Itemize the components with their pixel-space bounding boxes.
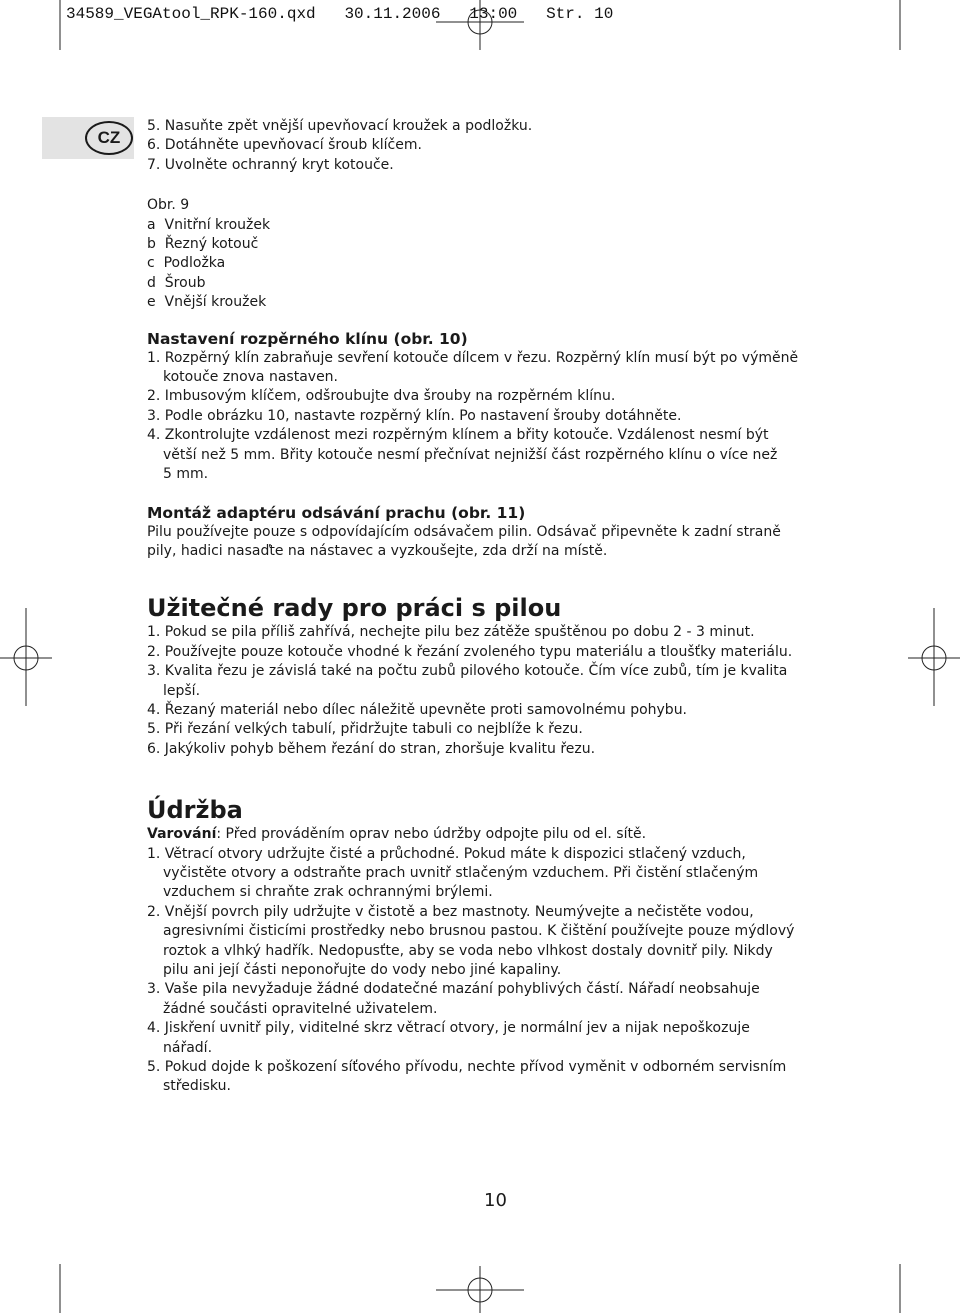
list-item-continuation: roztok a vlhký hadřík. Nedopusťte, aby se voda nebo vlhkost dostaly dovnitř pily. Nikdy: [163, 942, 773, 959]
list-item: 2. Vnější povrch pily udržujte v čistotě a bez mastnoty. Neumývejte a nečistěte vodou,: [147, 903, 754, 920]
list-item: 1. Rozpěrný klín zabraňuje sevření kotouče dílcem v řezu. Rozpěrný klín musí být po výměně: [147, 349, 799, 366]
list-item-continuation: kotouče znova nastaven.: [163, 369, 338, 386]
print-header: 34589_VEGAtool_RPK-160.qxd 30.11.2006 13:00 Str. 10: [66, 5, 614, 23]
list-item: 4. Zkontrolujte vzdálenost mezi rozpěrným klínem a břity kotouče. Vzdálenost nesmí být: [147, 427, 769, 444]
list-item-continuation: nářadí.: [163, 1039, 213, 1056]
legend-letter: e: [147, 294, 156, 311]
legend-letter: c: [147, 255, 155, 272]
list-item: 4. Řezaný materiál nebo dílec náležitě upevněte proti samovolnému pohybu.: [147, 701, 688, 718]
tips-section: [147, 593, 847, 759]
list-item: 1. Větrací otvory udržujte čisté a průchodné. Pokud máte k dispozici stlačený vzduch,: [147, 845, 746, 862]
list-item-continuation: větší než 5 mm. Břity kotouče nesmí přečnívat nejnižší část rozpěrného klínu o více než: [163, 446, 778, 463]
list-item: 3. Vaše pila nevyžaduje žádné dodatečné mazání pohyblivých částí. Nářadí neobsahuje: [147, 981, 760, 998]
warning-label: Varování: [147, 826, 217, 843]
section-heading: Nastavení rozpěrného klínu (obr. 10): [147, 329, 468, 348]
legend-text: Šroub: [164, 274, 206, 291]
list-item: 4. Jiskření uvnitř pily, viditelné skrz větrací otvory, je normální jev a nijak nepoškozuje: [147, 1020, 750, 1037]
list-item: 3. Kvalita řezu je závislá také na počtu zubů pilového kotouče. Čím více zubů, tím je kvalita: [147, 663, 788, 680]
list-item-continuation: žádné součásti opravitelné uživatelem.: [163, 1000, 438, 1017]
list-item: 5. Při řezání velkých tabulí, přidržujte tabuli co nejblíže k řezu.: [147, 721, 583, 738]
legend-letter: a: [147, 216, 156, 233]
list-item-continuation: vyčistěte otvory a odstraňte prach uvnitř stlačeným vzduchem. Při čistění stlačeným: [163, 864, 759, 881]
list-item: 2. Imbusovým klíčem, odšroubujte dva šrouby na rozpěrném klínu.: [147, 388, 616, 405]
registration-mark-bottom: [436, 1266, 524, 1313]
dust-section: [147, 503, 847, 562]
wedge-section: [147, 329, 847, 485]
legend-letter: b: [147, 236, 156, 253]
legend-text: Řezný kotouč: [164, 236, 259, 253]
legend-item: [147, 254, 847, 273]
list-item-continuation: agresivními čisticími prostředky nebo brusnou pastou. K čištění používejte pouze mýdlový: [163, 923, 795, 940]
list-item-continuation: pilu ani její části neponořujte do vody nebo jiné kapaliny.: [163, 962, 562, 978]
section-heading: Užitečné rady pro práci s pilou: [147, 594, 562, 623]
legend-text: Vnitřní kroužek: [164, 216, 271, 233]
list-item-continuation: středisku.: [163, 1078, 231, 1095]
list-item: 1. Pokud se pila příliš zahřívá, nechejte pilu bez zátěže spuštěnou po dobu 2 - 3 minut.: [147, 624, 755, 641]
legend-text: Podložka: [163, 255, 226, 272]
legend-letter: d: [147, 274, 156, 291]
figure-9-legend: [147, 196, 847, 312]
page-content: [147, 117, 847, 1097]
legend-item: [147, 293, 847, 312]
steps-top: [147, 117, 847, 175]
registration-mark-left: [0, 608, 52, 706]
section-heading: Montáž adaptéru odsávání prachu (obr. 11): [147, 503, 526, 522]
list-item: 3. Podle obrázku 10, nastavte rozpěrný klín. Po nastavení šrouby dotáhněte.: [147, 407, 682, 424]
section-heading: Údržba: [147, 796, 243, 825]
list-item: 6. Dotáhněte upevňovací šroub klíčem.: [147, 137, 422, 154]
paragraph-line: Pilu používejte pouze s odpovídajícím odsávačem pilin. Odsávač připevněte k zadní straně: [147, 523, 781, 540]
list-item: 7. Uvolněte ochranný kryt kotouče.: [147, 156, 394, 173]
list-item: 5. Pokud dojde k poškození síťového přívodu, nechte přívod vyměnit v odborném servisním: [147, 1059, 787, 1076]
list-item-continuation: vzduchem si chraňte zrak ochrannými brýlemi.: [163, 884, 493, 901]
warning-line: [147, 825, 847, 844]
legend-text: Vnější kroužek: [164, 294, 267, 311]
maintenance-section: [147, 795, 847, 1097]
list-item-continuation: lepší.: [163, 682, 201, 699]
list-item-continuation: 5 mm.: [163, 466, 209, 483]
figure-title: Obr. 9: [147, 197, 190, 214]
legend-item: [147, 216, 847, 235]
language-badge: CZ: [85, 121, 133, 155]
page-number: 10: [484, 1190, 507, 1211]
registration-mark-right: [908, 608, 960, 706]
list-item: 6. Jakýkoliv pohyb během řezání do stran, zhoršuje kvalitu řezu.: [147, 740, 596, 757]
paragraph-line: pily, hadici nasaďte na nástavec a vyzkoušejte, zda drží na místě.: [147, 542, 608, 559]
legend-item: [147, 235, 847, 254]
list-item: 2. Používejte pouze kotouče vhodné k řezání zvoleného typu materiálu a tloušťky materiálu.: [147, 643, 793, 660]
warning-text: : Před prováděním oprav nebo údržby odpojte pilu od el. sítě.: [216, 826, 647, 843]
list-item: 5. Nasuňte zpět vnější upevňovací kroužek a podložku.: [147, 118, 533, 134]
legend-item: [147, 274, 847, 293]
